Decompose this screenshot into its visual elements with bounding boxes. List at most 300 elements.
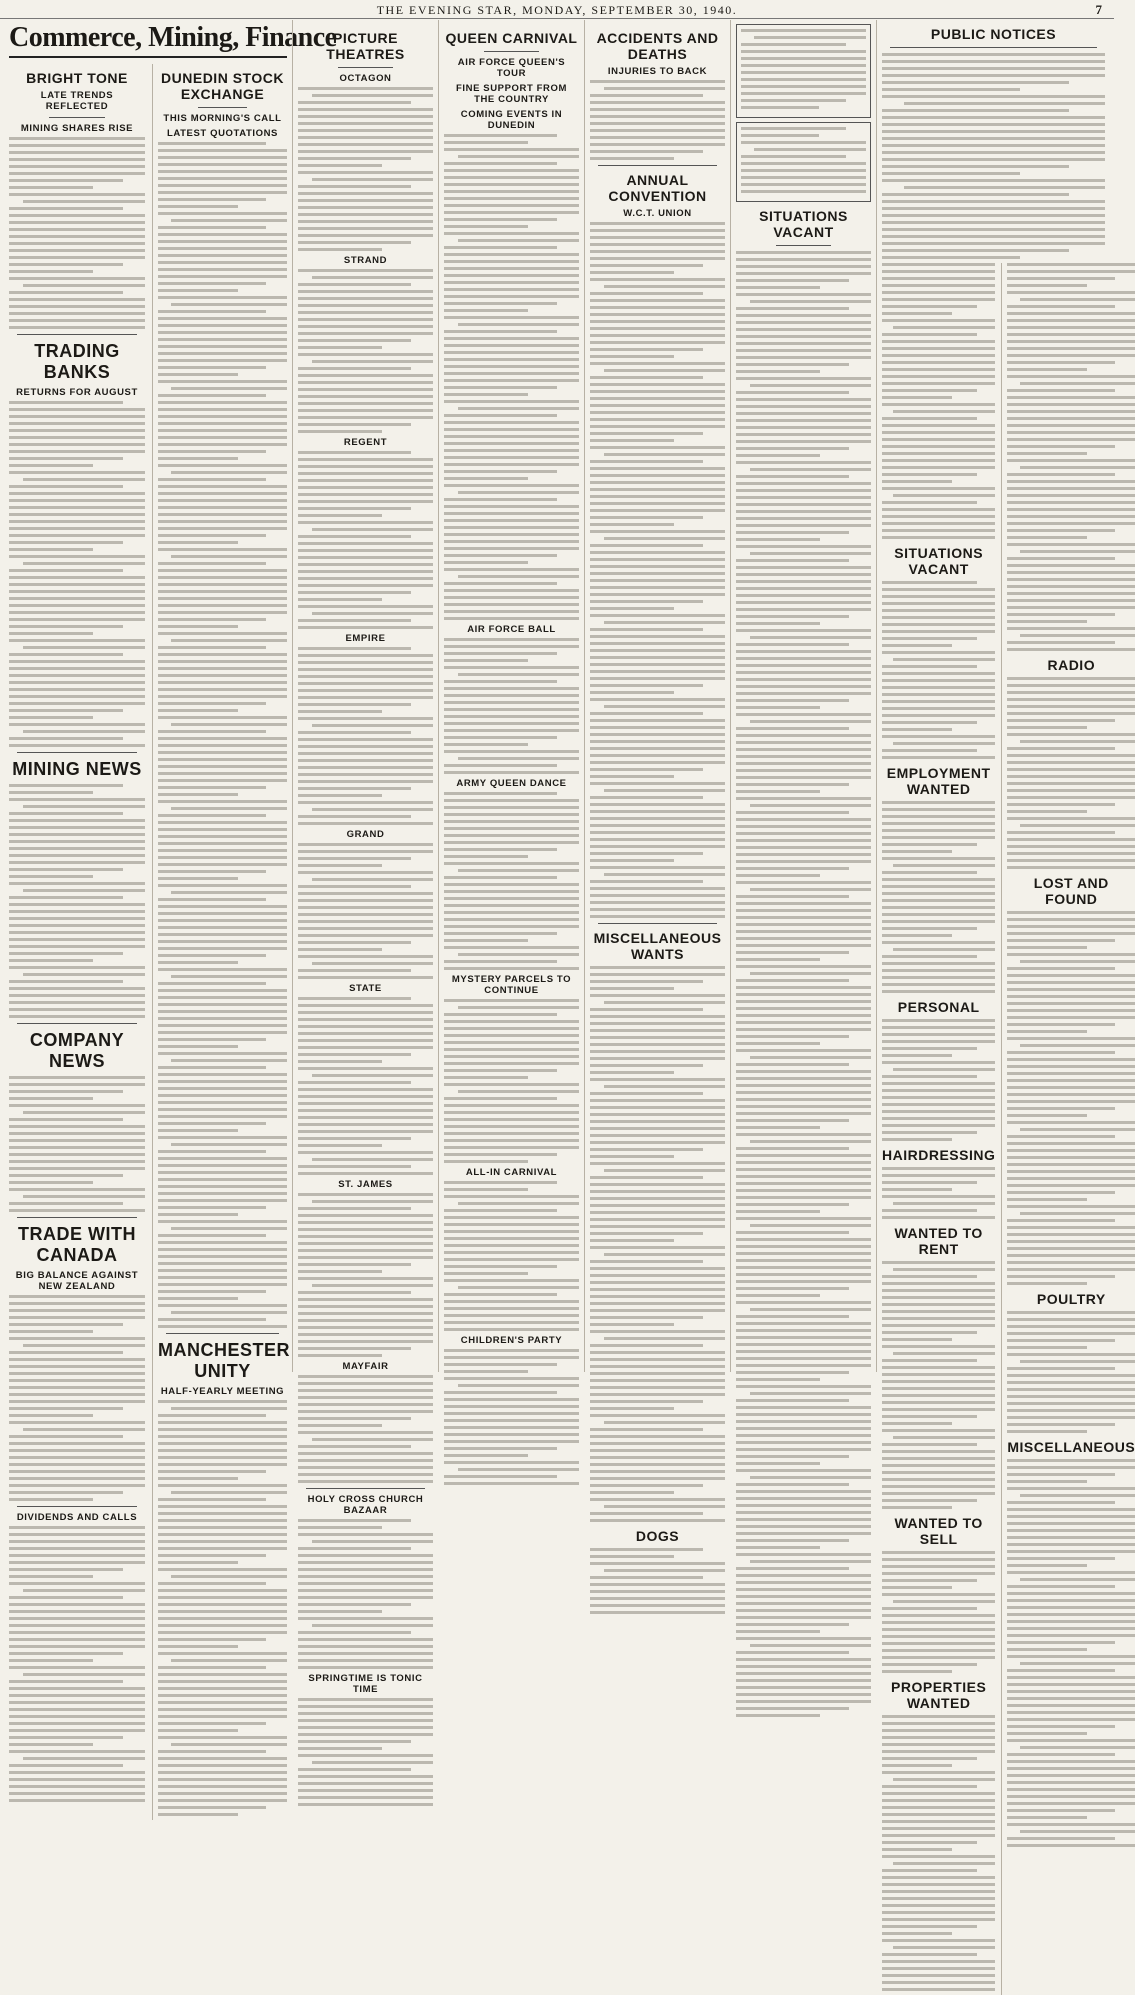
text-line [736, 951, 849, 954]
text-line [590, 467, 725, 470]
text-line [444, 659, 528, 662]
text-line [298, 1319, 433, 1322]
text-line [1007, 627, 1135, 630]
text-line [590, 264, 703, 267]
text-line [158, 1715, 287, 1718]
text-line [1007, 719, 1114, 722]
text-line [590, 1288, 725, 1291]
text-line [298, 1666, 433, 1669]
text-line [1007, 368, 1086, 371]
text-line [444, 204, 579, 207]
text-line [158, 1248, 287, 1251]
text-line [882, 529, 995, 532]
text-line [882, 1275, 977, 1278]
text-line [158, 1073, 287, 1076]
text-line [298, 1312, 433, 1315]
text-line [882, 1967, 995, 1970]
text-line [298, 1445, 411, 1448]
text-line [444, 610, 579, 613]
text-line [590, 1092, 703, 1095]
text-line [736, 923, 871, 926]
text-line [736, 1322, 871, 1325]
text-line [604, 1505, 726, 1508]
text-line [882, 1621, 995, 1624]
text-line [741, 43, 846, 46]
text-line [1007, 1473, 1114, 1476]
text-line [736, 909, 871, 912]
text-line [882, 1614, 995, 1617]
text-line [23, 1673, 145, 1676]
text-line [9, 791, 93, 794]
text-line [444, 1272, 528, 1275]
text-line [590, 1365, 725, 1368]
text-line [158, 786, 266, 789]
text-line [1007, 1690, 1135, 1693]
text-line [736, 944, 871, 947]
text-line [458, 575, 580, 578]
text-line [9, 1498, 93, 1501]
text-line [171, 807, 287, 810]
text-line [590, 1106, 725, 1109]
text-line [158, 653, 287, 656]
text-line [158, 1680, 287, 1683]
text-line [9, 1764, 123, 1767]
text-line [9, 1167, 145, 1170]
text-line [1007, 1135, 1114, 1138]
text-line [158, 1778, 287, 1781]
text-line [1007, 1058, 1135, 1061]
text-line [158, 1764, 287, 1767]
text-line [158, 429, 287, 432]
text-line [444, 197, 579, 200]
divider [890, 47, 1097, 48]
text-line [736, 573, 871, 576]
text-line [1007, 459, 1135, 462]
text-line [882, 1026, 995, 1029]
text-line [298, 297, 433, 300]
text-line [9, 165, 145, 168]
text-line [158, 702, 266, 705]
text-line [882, 878, 995, 881]
text-line [1007, 831, 1114, 834]
text-line [158, 954, 266, 957]
subhead-wctu: W.C.T. UNION [623, 208, 692, 219]
text-line [9, 520, 145, 523]
text-line [736, 1154, 871, 1157]
text-line [590, 880, 703, 883]
text-line [298, 1726, 433, 1729]
text-line [882, 1359, 977, 1362]
article-text [298, 1698, 433, 1806]
subhead-mining-shares: MINING SHARES RISE [20, 123, 134, 134]
text-line [604, 537, 726, 540]
text-line [736, 1077, 871, 1080]
text-line [882, 1366, 995, 1369]
text-line [158, 646, 266, 649]
text-line [590, 439, 674, 442]
text-line [298, 87, 433, 90]
text-line [1007, 1606, 1135, 1609]
text-line [882, 822, 995, 825]
text-line [444, 1293, 557, 1296]
text-line [9, 854, 145, 857]
text-line [444, 904, 579, 907]
text-line [590, 1491, 674, 1494]
text-line [298, 1046, 433, 1049]
text-line [882, 672, 995, 675]
text-line [590, 1590, 725, 1593]
text-line [158, 240, 287, 243]
classified-list [882, 581, 995, 759]
text-line [298, 1652, 433, 1655]
text-line [882, 1345, 995, 1348]
text-line [736, 993, 871, 996]
text-line [9, 632, 93, 635]
text-line [893, 742, 995, 745]
text-line [736, 1084, 871, 1087]
text-line [1007, 1627, 1135, 1630]
text-line [9, 1139, 145, 1142]
text-line [882, 123, 1105, 126]
text-line [1007, 1809, 1114, 1812]
text-line [590, 229, 725, 232]
text-line [298, 570, 433, 573]
text-line [171, 387, 287, 390]
text-line [736, 650, 871, 653]
text-line [9, 1526, 145, 1529]
text-line [882, 581, 977, 584]
text-line [590, 341, 725, 344]
text-line [882, 1422, 952, 1425]
text-line [1020, 1830, 1135, 1833]
text-line [590, 1470, 725, 1473]
text-line [158, 534, 266, 537]
text-line [9, 408, 145, 411]
text-line [298, 1277, 433, 1280]
text-line [158, 793, 238, 796]
text-line [298, 521, 433, 524]
text-line [882, 1303, 995, 1306]
text-line [1007, 789, 1135, 792]
headline-hairdressing: HAIRDRESSING [882, 1147, 996, 1163]
article-text [158, 1400, 287, 1816]
text-line [158, 268, 287, 271]
text-line [444, 246, 557, 249]
text-line [882, 1876, 995, 1879]
text-line [882, 228, 1105, 231]
text-line [882, 1047, 977, 1050]
text-line [882, 417, 977, 420]
text-line [736, 594, 871, 597]
text-line [590, 1484, 703, 1487]
text-line [298, 647, 411, 650]
text-line [590, 1197, 725, 1200]
text-line [9, 1202, 123, 1205]
text-line [158, 1115, 287, 1118]
text-line [158, 772, 287, 775]
text-line [736, 1399, 849, 1402]
text-line [1007, 508, 1135, 511]
text-line [882, 1551, 995, 1554]
text-line [882, 1138, 952, 1141]
text-line [1007, 564, 1135, 567]
text-line [590, 579, 725, 582]
text-line [9, 896, 123, 899]
text-line [882, 1089, 995, 1092]
text-line [736, 1294, 820, 1297]
text-line [1007, 803, 1114, 806]
text-line [158, 1463, 287, 1466]
text-line [298, 1782, 433, 1785]
text-line [9, 1309, 145, 1312]
text-line [158, 317, 287, 320]
text-line [298, 1533, 433, 1536]
text-line [736, 1182, 871, 1185]
text-line [1007, 1247, 1135, 1250]
text-line [444, 1195, 579, 1198]
article-text [9, 784, 145, 1018]
text-line [9, 305, 145, 308]
text-line [736, 832, 871, 835]
text-line [158, 828, 287, 831]
text-line [882, 1722, 995, 1725]
text-line [590, 1477, 725, 1480]
text-line [1007, 319, 1135, 322]
text-line [590, 1576, 703, 1579]
subhead-mystery-parcels: MYSTERY PARCELS TO CONTINUE [451, 974, 572, 996]
text-line [736, 1539, 849, 1542]
text-line [590, 143, 725, 146]
text-line [882, 1764, 952, 1767]
text-line [312, 1074, 434, 1077]
text-line [158, 205, 238, 208]
text-line [444, 295, 579, 298]
text-line [444, 792, 557, 795]
text-line [158, 1297, 238, 1300]
text-line [1020, 740, 1135, 743]
text-line [736, 1518, 871, 1521]
text-line [444, 554, 557, 557]
divider [49, 117, 105, 118]
text-line [736, 1441, 871, 1444]
text-line [9, 513, 145, 516]
text-line [298, 1459, 433, 1462]
text-line [9, 931, 145, 934]
text-line [1007, 1374, 1135, 1377]
text-line [171, 1227, 287, 1230]
text-line [736, 937, 871, 940]
text-line [158, 1421, 287, 1424]
text-line [298, 1754, 433, 1757]
text-line [158, 1108, 287, 1111]
text-line [736, 447, 849, 450]
text-line [1007, 1093, 1135, 1096]
text-line [458, 155, 580, 158]
text-line [590, 1099, 725, 1102]
text-line [298, 1466, 433, 1469]
text-line [882, 843, 977, 846]
text-line [1007, 361, 1114, 364]
text-line [444, 687, 579, 690]
text-line [1007, 1142, 1135, 1145]
text-line [750, 300, 872, 303]
text-line [158, 597, 287, 600]
text-line [590, 600, 703, 603]
text-line [444, 1237, 579, 1240]
text-line [298, 1095, 433, 1098]
advert-springtime: SPRINGTIME IS TONIC TIME [308, 1673, 423, 1695]
text-line [158, 877, 238, 880]
text-line [9, 1624, 145, 1627]
text-line [444, 1356, 579, 1359]
text-line [590, 649, 725, 652]
text-line [736, 1525, 871, 1528]
text-line [590, 1449, 725, 1452]
text-line [298, 864, 382, 867]
text-line [736, 692, 871, 695]
text-line [1020, 1494, 1135, 1497]
headline-employment-wanted: EMPLOYMENT WANTED [886, 765, 991, 797]
masthead-title: THE EVENING STAR, MONDAY, SEPTEMBER 30, 1940. [376, 3, 738, 17]
text-line [882, 396, 952, 399]
text-line [9, 1722, 145, 1725]
text-line [882, 193, 1069, 196]
text-line [298, 577, 433, 580]
text-line [882, 1124, 995, 1127]
article-text [590, 80, 725, 160]
text-line [736, 1063, 849, 1066]
text-line [9, 723, 145, 726]
text-line [9, 1666, 145, 1669]
headline-radio: RADIO [1047, 657, 1096, 673]
text-line [298, 1603, 411, 1606]
notice-text [1007, 263, 1135, 651]
text-line [444, 1034, 579, 1037]
text-line [1007, 333, 1135, 336]
text-line [882, 1485, 995, 1488]
text-line [1007, 536, 1086, 539]
text-line [298, 374, 433, 377]
text-line [158, 1178, 287, 1181]
text-line [1007, 1191, 1114, 1194]
text-line [298, 1410, 433, 1413]
text-line [1007, 389, 1114, 392]
text-line [298, 1733, 433, 1736]
text-line [882, 1904, 995, 1907]
text-line [590, 607, 674, 610]
text-line [1020, 466, 1135, 469]
text-line [158, 1617, 287, 1620]
text-line [1007, 761, 1135, 764]
text-line [298, 1526, 382, 1529]
text-line [171, 1407, 287, 1410]
article-text [444, 1181, 579, 1331]
text-line [736, 433, 871, 436]
text-line [23, 478, 145, 481]
text-line [9, 471, 145, 474]
text-line [9, 1097, 93, 1100]
text-line [736, 1686, 871, 1689]
text-line [9, 840, 145, 843]
text-line [1007, 1501, 1114, 1504]
text-line [590, 1218, 725, 1221]
notice-text [882, 263, 995, 539]
text-line [444, 862, 579, 865]
text-line [9, 1118, 123, 1121]
text-line [158, 1526, 287, 1529]
text-line [590, 1295, 725, 1298]
text-line [1007, 1529, 1135, 1532]
text-line [298, 1011, 433, 1014]
text-line [736, 685, 871, 688]
text-line [158, 1276, 287, 1279]
text-line [1007, 1718, 1135, 1721]
text-line [158, 779, 287, 782]
text-line [736, 1448, 871, 1451]
text-line [736, 1679, 871, 1682]
text-line [158, 1498, 266, 1501]
text-line [1007, 641, 1114, 644]
text-line [882, 1813, 995, 1816]
text-line [298, 689, 433, 692]
text-line [882, 340, 995, 343]
text-line [882, 801, 995, 804]
text-line [158, 695, 287, 698]
text-line [158, 380, 287, 383]
text-line [444, 211, 579, 214]
text-line [750, 720, 872, 723]
text-line [882, 721, 977, 724]
text-line [444, 316, 579, 319]
text-line [736, 622, 820, 625]
text-line [882, 1492, 995, 1495]
text-line [736, 1280, 871, 1283]
text-line [444, 288, 579, 291]
text-line [590, 775, 674, 778]
text-line [590, 1400, 703, 1403]
text-line [882, 1033, 995, 1036]
text-line [741, 190, 866, 193]
theatre-grand: GRAND [346, 829, 385, 840]
text-line [9, 903, 145, 906]
article-text [298, 1375, 433, 1483]
text-line [298, 1207, 411, 1210]
article-text [9, 401, 145, 747]
text-line [590, 987, 674, 990]
text-line [882, 319, 995, 322]
advert-text [741, 29, 866, 109]
text-line [1007, 305, 1114, 308]
text-line [298, 969, 411, 972]
text-line [736, 370, 820, 373]
text-line [1007, 1051, 1114, 1054]
text-line [1007, 270, 1135, 273]
text-line [444, 1405, 579, 1408]
text-line [444, 183, 579, 186]
subhead-late-trends: LATE TRENDS REFLECTED [40, 90, 114, 112]
text-line [158, 1192, 287, 1195]
text-line [736, 307, 849, 310]
text-line [1007, 1592, 1135, 1595]
text-line [298, 745, 433, 748]
text-line [1007, 1037, 1135, 1040]
text-line [882, 602, 995, 605]
text-line [298, 1789, 433, 1792]
text-line [9, 798, 145, 801]
text-line [298, 1032, 433, 1035]
text-line [444, 890, 579, 893]
text-line [158, 1185, 287, 1188]
